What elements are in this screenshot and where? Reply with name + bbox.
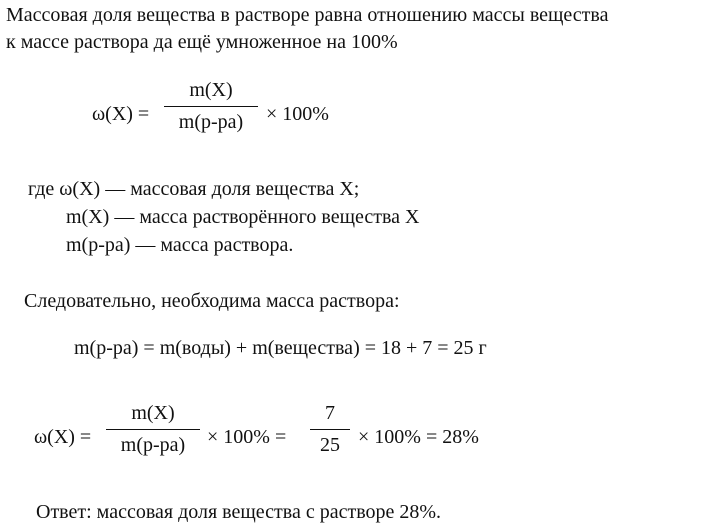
fraction-bar [106,429,200,430]
fraction-bar [164,106,258,107]
formula3-lhs: ω(X) = [34,426,92,448]
conclusion-text: Следовательно, необходима масса раствора: [24,290,400,312]
formula1-lhs: ω(X) = [92,103,150,125]
intro-line-2: к массе раствора да ещё умноженное на 100% [6,31,398,53]
answer-text: Ответ: массовая доля вещества с растворе 28%. [36,501,442,523]
formula-solution-mass: m(р-ра) = m(воды) + m(вещества) = 18 + 7 = 25 г [74,337,487,359]
formula3-fraction-1 [106,401,200,457]
fraction-bar [310,429,350,430]
intro-line-1: Массовая доля вещества в растворе равна отношению массы вещества [6,4,609,26]
formula3-frac2-numerator: 7 [325,402,335,424]
formula3-frac1-denominator: m(р-ра) [120,434,186,456]
formula1-denominator: m(р-ра) [178,111,244,133]
formula1-numerator: m(X) [189,79,233,101]
formula3-middle: × 100% = [207,426,287,448]
definition-line-3: m(р-ра) — масса раствора. [66,234,294,256]
definition-line-2: m(X) — масса растворённого вещества Х [66,206,420,228]
formula3-frac1-numerator: m(X) [131,402,175,424]
formula1-fraction [164,78,258,134]
formula3-frac2-denominator: 25 [320,434,340,456]
formula3-rhs: × 100% = 28% [358,426,479,448]
definition-line-1: где ω(X) — массовая доля вещества Х; [28,178,360,200]
formula3-fraction-2 [310,401,350,457]
formula1-rhs: × 100% [266,103,329,125]
